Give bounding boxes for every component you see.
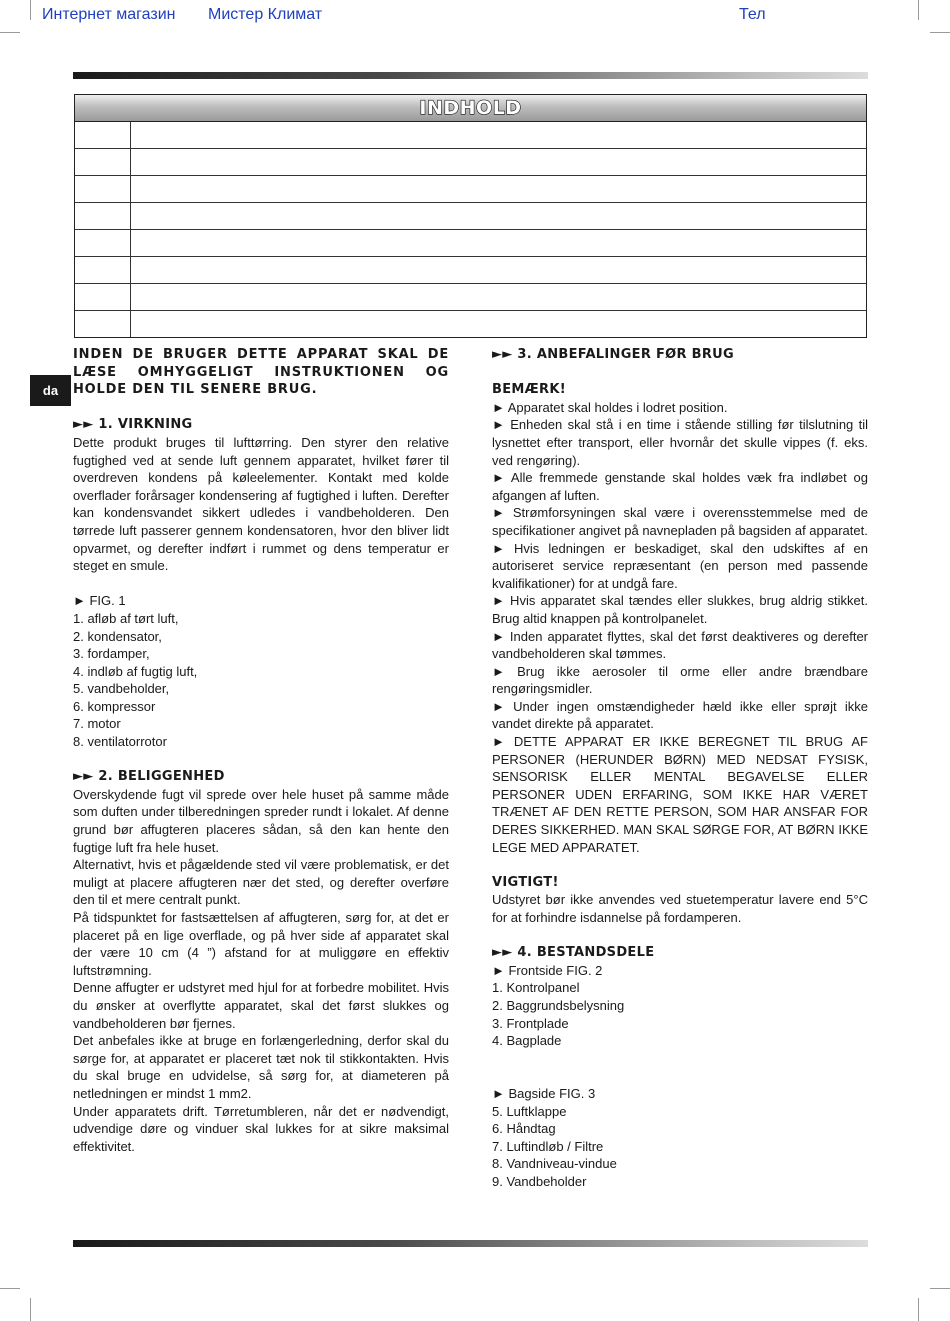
list-item: 5. vandbeholder, <box>73 681 170 697</box>
toc-row <box>75 257 866 284</box>
toc-header <box>75 95 866 122</box>
crop-mark <box>30 1298 31 1321</box>
toc-row <box>75 284 866 311</box>
list-item: 1. afløb af tørt luft, <box>73 610 179 626</box>
shop-name-link[interactable]: Интернет магазин <box>42 6 176 23</box>
language-label: da <box>42 383 59 398</box>
list-item: 7. motor <box>73 716 121 732</box>
section-2-paragraph: På tidspunktet for fastsættelsen af affugteren, sørg for, at det er placeret på en lige overflade, og på hver side af apparatet skal der være 10 cm (4 ”) afstand for at muliggøre en effektiv luftstrømning. <box>73 910 449 978</box>
bullet-item: ► Enheden skal stå i en time i stående stilling før tilslutning til lysnettet efter transport, eller hvornår det skulle vippes (f. eks. ved rengøring). <box>492 417 868 468</box>
important-text: Udstyret bør ikke anvendes ved stuetemperatur lavere end 5°C for at forhindre isdannelse på fordamperen. <box>492 892 868 925</box>
section-3-title: ►► 3. ANBEFALINGER FØR BRUG <box>492 347 735 362</box>
toc-row <box>75 203 866 230</box>
bullet-item: ► Hvis apparatet skal tændes eller slukkes, brug aldrig stikket. Brug altid knappen på kontrolpanelet. <box>492 593 868 626</box>
fig3-label: ► Bagside FIG. 3 <box>492 1085 596 1101</box>
crop-mark <box>0 1288 20 1289</box>
list-item: 2. kondensator, <box>73 628 162 644</box>
right-column <box>492 346 868 1191</box>
bullet-item: ► Apparatet skal holdes i lodret position. <box>492 399 728 415</box>
important-title: VIGTIGT! <box>492 874 559 890</box>
phone-link[interactable]: Тел <box>739 6 766 23</box>
bullet-item: ► Strømforsyningen skal være i overensstemmelse med de specifikationer angivet på navnepladen på bagsiden af apparatet. <box>492 505 868 538</box>
toc-row <box>75 176 866 203</box>
list-item: 4. Bagplade <box>492 1033 562 1049</box>
section-2-paragraph: Denne affugter er udstyret med hjul for at forbedre mobilitet. Hvis du ønsker at overflytte apparatet, skal det først slukkes og vandbeholderen bør fjernes. <box>73 980 449 1031</box>
list-item: 2. Baggrundsbelysning <box>492 997 625 1013</box>
toc-row <box>75 149 866 176</box>
crop-mark <box>930 1288 950 1289</box>
list-item: 6. kompressor <box>73 698 156 714</box>
list-item: 8. Vandniveau-vindue <box>492 1156 617 1172</box>
bullet-item-caps: ► DETTE APPARAT ER IKKE BEREGNET TIL BRUG AF PERSONER (HERUNDER BØRN) MED NEDSAT FYSISK, SENSORISK ELLER MENTAL BEGAVELSE ELLER PERSONER UDEN ERFARING, SOM IKKE HAR VÆRET TRÆNET AF DEN RETTE PERSON, SOM HAR ANSFAR FOR DERES SIKKERHED. MAN SKAL SØRGE FOR, AT BØRN IKKE LEGE MED APPARATET. <box>492 734 868 855</box>
toc-title: INDHOLD <box>419 97 522 119</box>
list-item: 3. Frontplade <box>492 1015 569 1031</box>
bullet-item: ► Alle fremmede genstande skal holdes væk fra indløbet og afgangen af luften. <box>492 470 868 503</box>
list-item: 1. Kontrolpanel <box>492 980 580 996</box>
section-2-paragraph: Det anbefales ikke at bruge en forlængerledning, derfor skal du sørge for, at apparatet er placeret tæt nok til stikkontakten. Hvis du skal bruge en udvidelse, så sørg for, at diameteren på netledningen er mindst 1 mm2. <box>73 1033 449 1101</box>
section-2-title: ►► 2. BELIGGENHED <box>73 769 225 785</box>
list-item: 7. Luftindløb / Filtre <box>492 1138 604 1154</box>
toc-row <box>75 311 866 337</box>
language-tab <box>30 375 71 406</box>
crop-mark <box>918 1298 919 1321</box>
left-column <box>73 346 449 1155</box>
bullet-item: ► Brug ikke aerosoler til orme eller andre brændbare rengøringsmidler. <box>492 663 868 697</box>
section-1-text: Dette produkt bruges til lufttørring. Den styrer den relative fugtighed ved at sende luft gennem apparatet, hvilket fører til overdreven kondens på køleelementer. Kontakt med kolde overflader forårsager kondensering af fugtighed i luften. Derefter kan kondensvandet sikkert udledes i vandbeholderen. Den tørrede luft passerer gennem kondensatoren, hvor den bliver lidt opvarmet, og derefter indført i rummet og dens temperatur er steget en smule. <box>73 434 449 574</box>
list-item: 8. ventilatorrotor <box>73 734 167 750</box>
bottom-divider-bar <box>73 1240 868 1247</box>
toc-row <box>75 122 866 149</box>
list-item: 6. Håndtag <box>492 1121 556 1137</box>
crop-mark <box>30 0 31 20</box>
note-title: BEMÆRK! <box>492 382 566 398</box>
list-item: 9. Vandbeholder <box>492 1173 587 1189</box>
bullet-item: ► Inden apparatet flyttes, skal det først deaktiveres og derefter vandbeholderen skal tømmes. <box>492 628 868 662</box>
bullet-item: ► Hvis ledningen er beskadiget, skal den udskiftes af en autoriseret service repræsentant (en person med passende kvalifikationer) for at undgå fare. <box>492 540 868 591</box>
crop-mark <box>0 32 20 33</box>
toc-table <box>74 94 867 338</box>
crop-mark <box>918 0 919 20</box>
section-2-paragraph: Under apparatets drift. Tørretumbleren, når det er nødvendigt, udvendige døre og vinduer skal lukkes for at sikre maksimal effektivitet. <box>73 1103 449 1154</box>
top-divider-bar <box>73 72 868 79</box>
list-item: 3. fordamper, <box>73 646 150 662</box>
fig2-label: ► Frontside FIG. 2 <box>492 962 603 978</box>
bullet-item: ► Under ingen omstændigheder hæld ikke eller sprøjt ikke vandet direkte på apparatet. <box>492 698 868 732</box>
list-item: 5. Luftklappe <box>492 1103 567 1119</box>
fig1-label: ► FIG. 1 <box>73 593 126 609</box>
section-2-paragraph: Alternativt, hvis et pågældende sted vil være problematisk, er det muligt at placere affugteren nær det sted, og derefter overføre den til et mere centralt punkt. <box>73 857 449 908</box>
section-4-title: ►► 4. BESTANDSDELE <box>492 945 655 961</box>
list-item: 4. indløb af fugtig luft, <box>73 663 198 679</box>
shop-brand-link[interactable]: Мистер Климат <box>208 6 323 23</box>
toc-row <box>75 230 866 257</box>
section-1-title: ►► 1. VIRKNING <box>73 417 193 433</box>
crop-mark <box>930 32 950 33</box>
intro-warning: INDEN DE BRUGER DETTE APPARAT SKAL DE LÆSE OMHYGGELIGT INSTRUKTIONEN OG HOLDE DEN TIL SENERE BRUG. <box>73 347 449 398</box>
section-2-paragraph: Overskydende fugt vil sprede over hele huset på samme måde som duften under tilberedningen spreder rundt i lokalet. Af denne grund bør affugteren placeres sådan, så den kan hente den fugtige luft fra hele huset. <box>73 786 449 855</box>
